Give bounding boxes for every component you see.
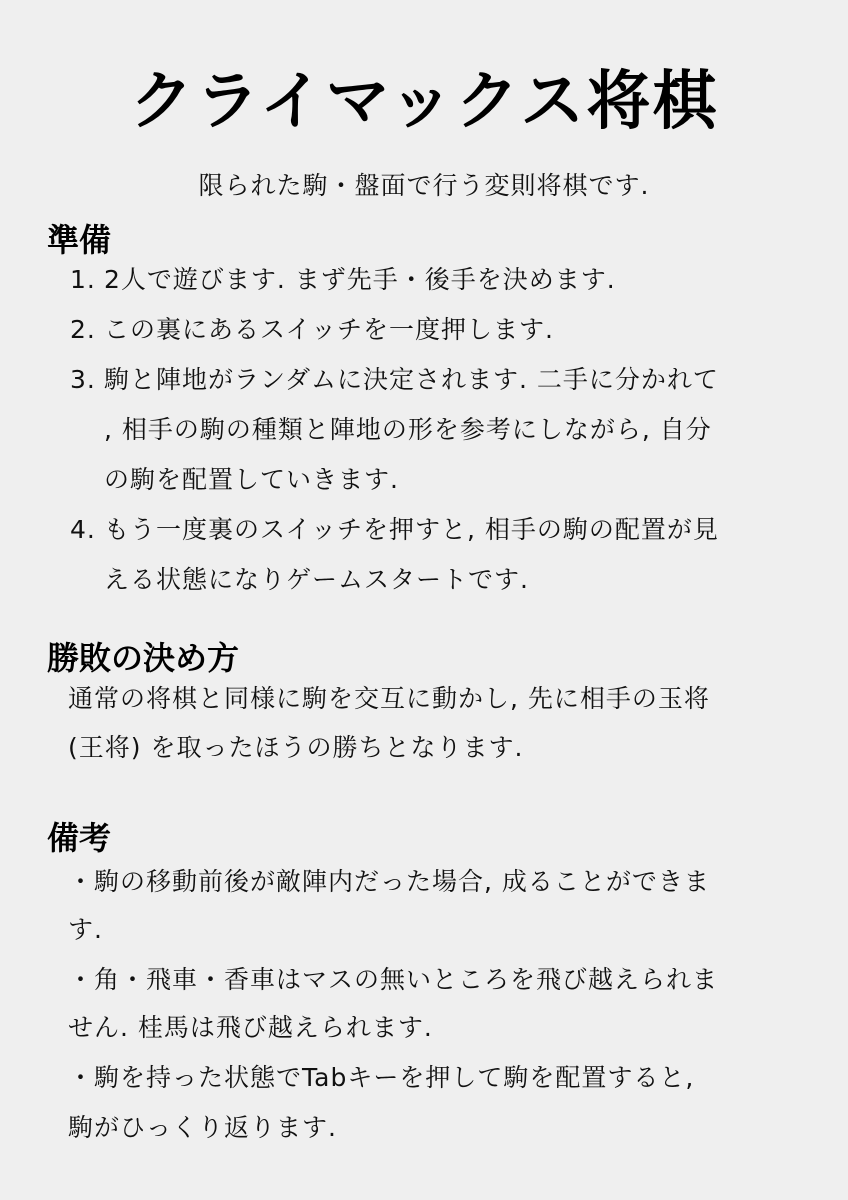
notes-line-4: せん. 桂馬は飛び越えられます. [68, 1013, 433, 1042]
preparation-heading: 準備 [47, 221, 112, 259]
item-number: 1. [70, 265, 96, 294]
preparation-item-2 [70, 312, 554, 348]
preparation-item-3-line-3: の駒を配置していきます. [104, 465, 399, 494]
item-number: 2. [70, 315, 96, 344]
preparation-item-3-line-2: , 相手の駒の種類と陣地の形を参考にしながら, 自分 [104, 415, 712, 444]
item-text: 駒と陣地がランダムに決定されます. 二手に分かれて [104, 365, 719, 394]
page-title: クライマックス将棋 [129, 65, 719, 139]
notes-line-6: 駒がひっくり返ります. [68, 1113, 337, 1142]
subtitle: 限られた駒・盤面で行う変則将棋です. [198, 171, 650, 200]
item-text: この裏にあるスイッチを一度押します. [104, 315, 554, 344]
victory-heading: 勝敗の決め方 [47, 639, 240, 677]
preparation-item-1 [70, 262, 616, 298]
preparation-item-4 [70, 512, 719, 548]
preparation-item-4-line-2: える状態になりゲームスタートです. [104, 565, 529, 594]
notes-line-3: ・角・飛車・香車はマスの無いところを飛び越えられま [68, 965, 719, 994]
victory-line-1: 通常の将棋と同様に駒を交互に動かし, 先に相手の玉将 [68, 684, 710, 713]
notes-line-1: ・駒の移動前後が敵陣内だった場合, 成ることができま [68, 867, 710, 896]
victory-line-2: (王将) を取ったほうの勝ちとなります. [68, 733, 524, 762]
preparation-item-3 [70, 362, 719, 398]
item-number: 3. [70, 365, 96, 394]
notes-line-5: ・駒を持った状態でTabキーを押して駒を配置すると, [68, 1063, 695, 1092]
item-text: 2人で遊びます. まず先手・後手を決めます. [104, 265, 616, 294]
item-number: 4. [70, 515, 96, 544]
item-text: もう一度裏のスイッチを押すと, 相手の駒の配置が見 [104, 515, 719, 544]
notes-heading: 備考 [47, 819, 112, 857]
notes-line-2: す. [68, 915, 103, 944]
